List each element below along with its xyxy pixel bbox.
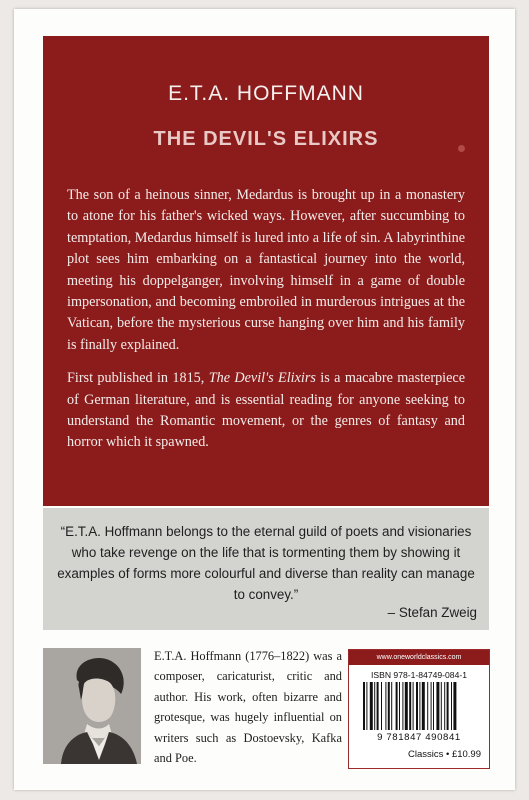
quote-attribution: – Stefan Zweig	[387, 605, 477, 620]
author-name: E.T.A. HOFFMANN	[168, 82, 364, 105]
quote-panel	[43, 508, 489, 630]
book-title: THE DEVIL'S ELIXIRS	[153, 128, 379, 150]
blurb-paragraph-1: The son of a heinous sinner, Medardus is brought up in a monastery to atone for his father's wicked ways. However, after succumbing to temptation, Medardus himself is lured into a life of sin. A labyrinthine plot sees him embarking on a fantastical journey into the world, meeting his doppelganger, involving himself in a game of double impersonation, and becoming embroiled in murderous intrigues at the Vatican, before the mysterious curse hanging over him and his family is finally explained.	[67, 187, 465, 353]
publisher-url: www.oneworldclassics.com	[349, 650, 489, 665]
portrait-illustration	[43, 648, 141, 764]
book-title-italic: The Devil's Elixirs	[208, 370, 316, 387]
barcode-block	[348, 649, 490, 769]
isbn-text: ISBN 978-1-84749-084-1	[370, 670, 468, 680]
review-quote: “E.T.A. Hoffmann belongs to the eternal guild of poets and visionaries who take revenge on the life that is tormenting them by showing it examples of forms more colourful and diverse than reality can manage to convey.”	[57, 524, 475, 602]
barcode-icon	[363, 682, 475, 730]
blurb-text	[67, 185, 465, 454]
ean-number: 9 781847 490841	[377, 732, 461, 743]
price-label: Classics • £10.99	[407, 749, 481, 760]
blurb-panel	[43, 36, 489, 506]
blurb-paragraph-2: First published in 1815, The Devil's Elixirs is a macabre masterpiece of German literature, and is essential reading for anyone seeking to understand the Romantic movement, or the genres of fantasy and horror which it spawned.	[67, 370, 465, 451]
print-mark	[458, 145, 465, 152]
author-bio: E.T.A. Hoffmann (1776–1822) was a composer, caricaturist, critic and author. His work, often bizarre and grotesque, was hugely influential on writers such as Dostoevsky, Kafka and Poe.	[154, 649, 342, 766]
author-portrait	[43, 648, 141, 764]
